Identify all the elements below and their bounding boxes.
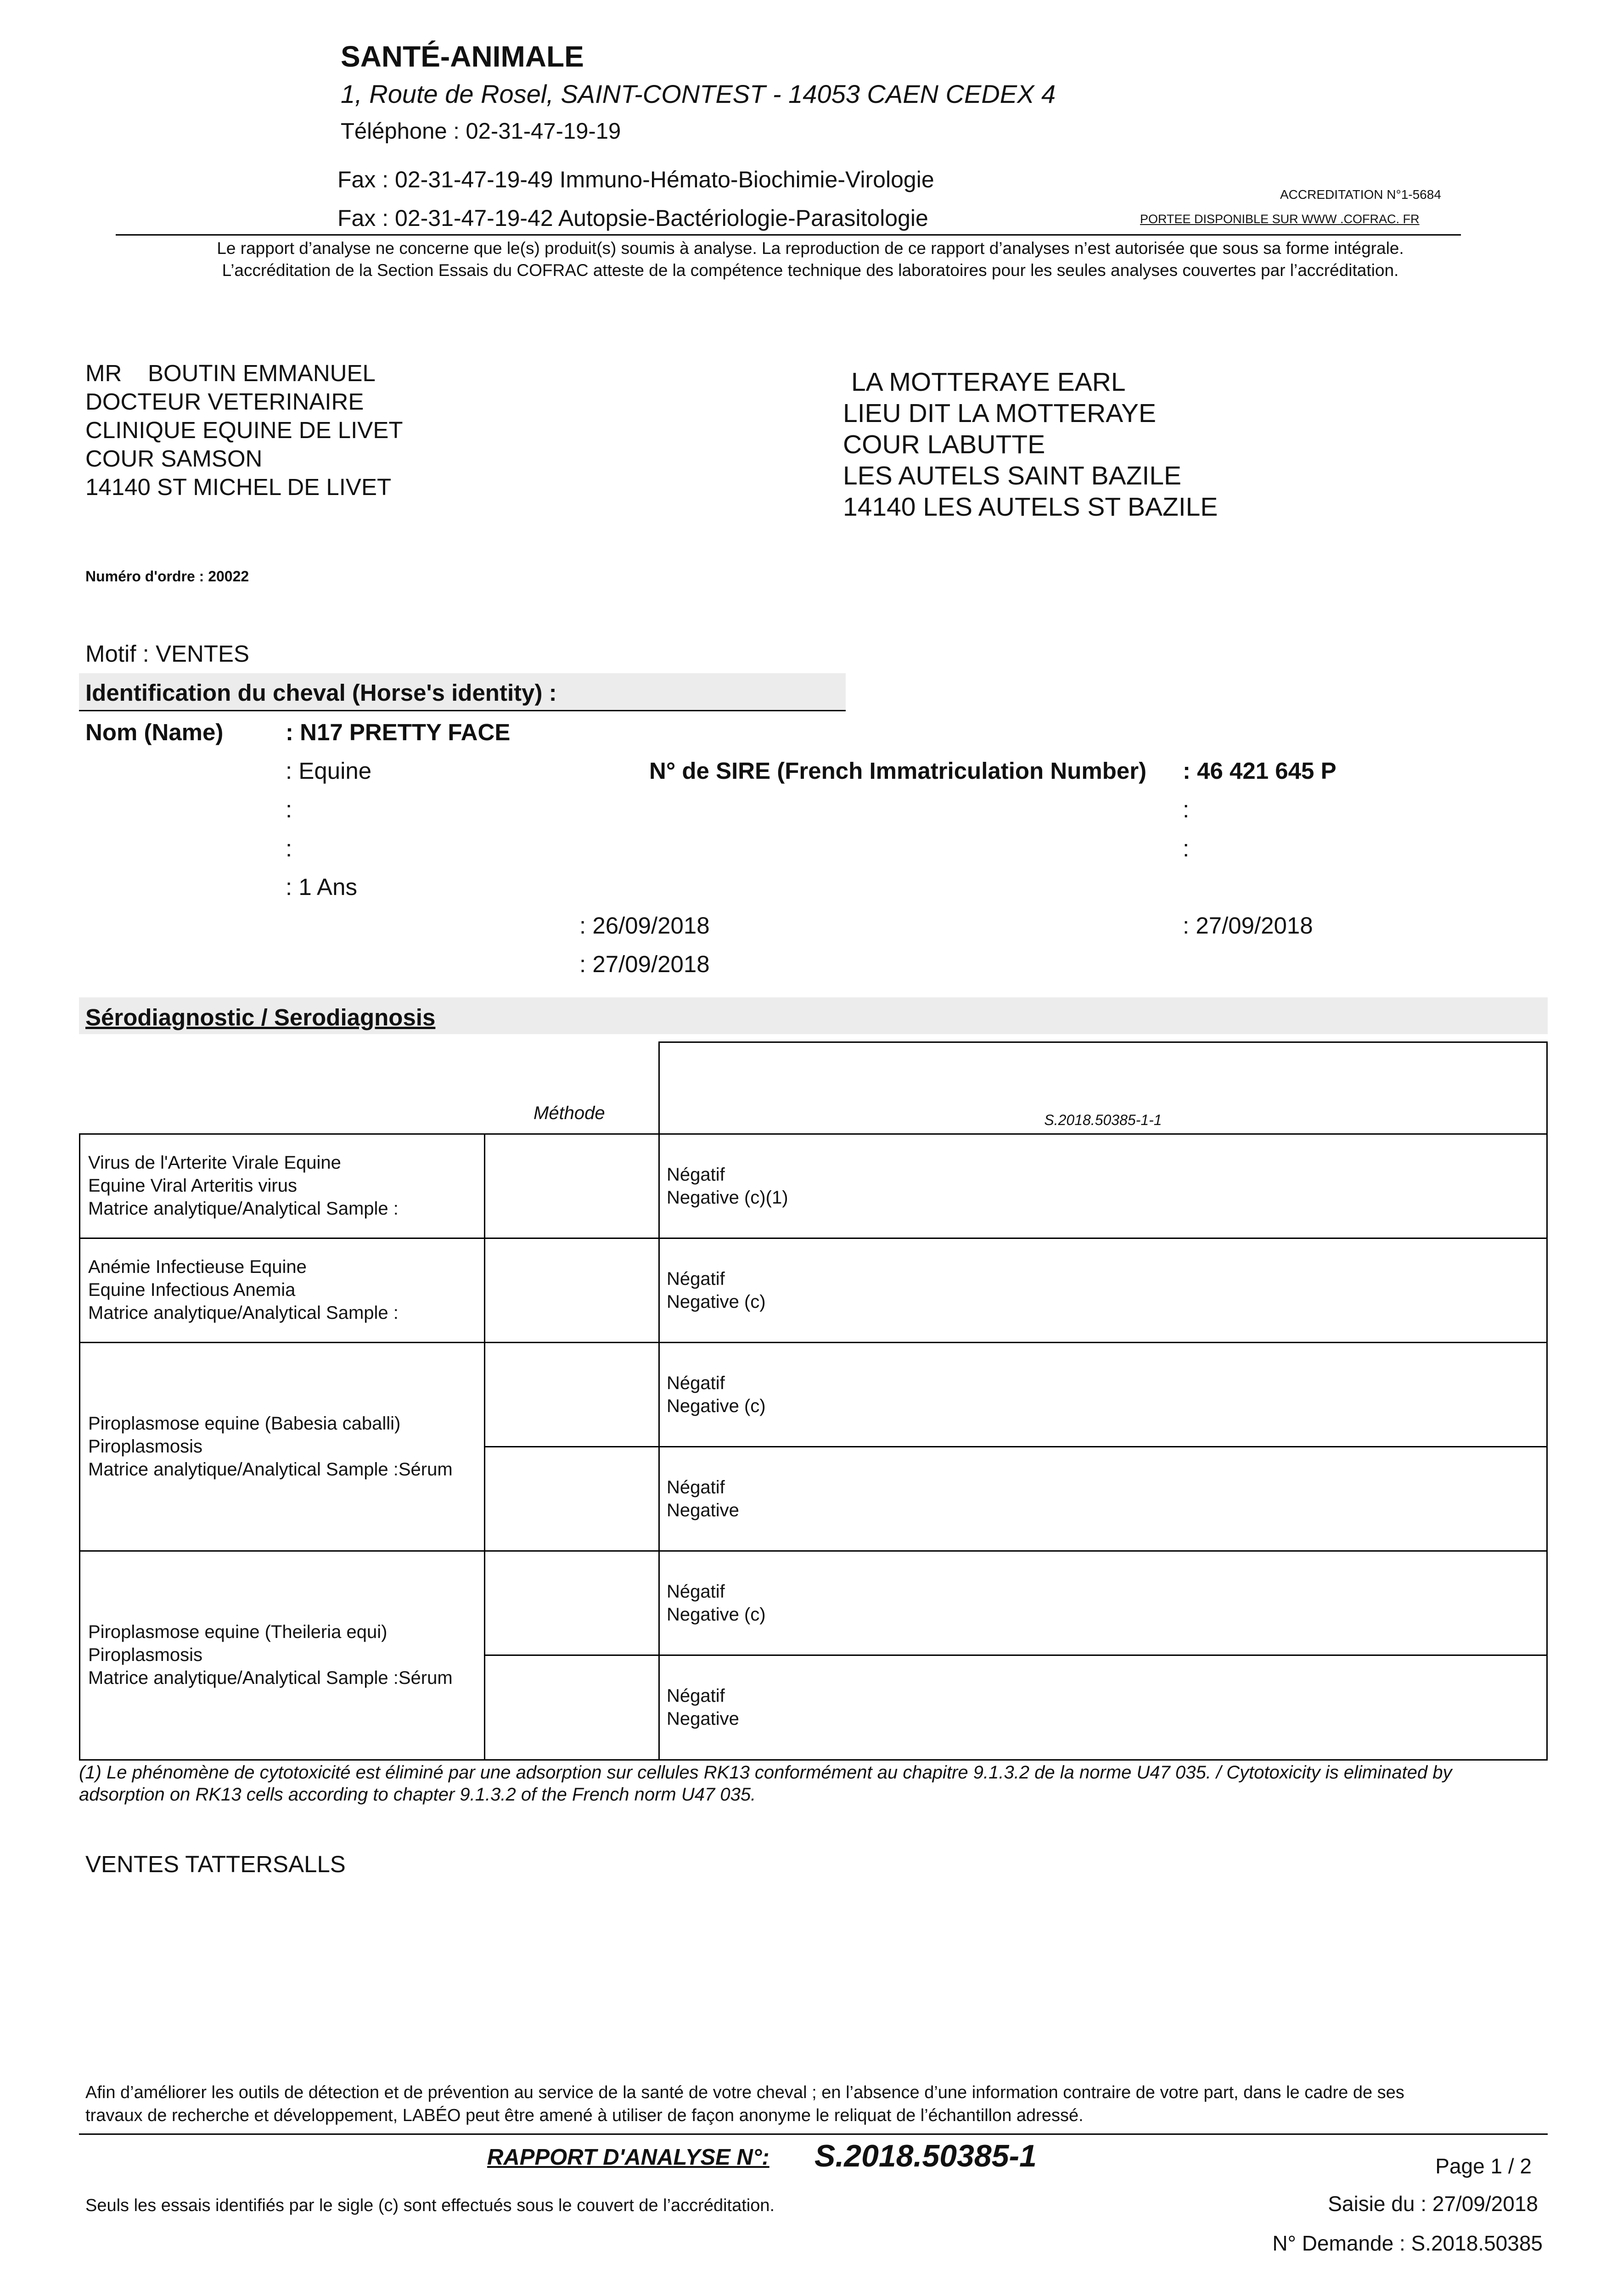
age-value: : 1 Ans — [286, 874, 357, 900]
table-line — [79, 1759, 1548, 1761]
date-value: : 26/09/2018 — [579, 912, 710, 939]
recipient-line: 14140 ST MICHEL DE LIVET — [85, 474, 392, 500]
owner-address — [843, 366, 1218, 523]
saisie-date: Saisie du : 27/09/2018 — [1328, 2192, 1538, 2216]
table-line — [484, 1446, 1548, 1447]
page-number: Page 1 / 2 — [1435, 2154, 1532, 2178]
analysis-name: Piroplasmose equine (Babesia caballi) — [88, 1413, 401, 1434]
result-value-en: Negative (c) — [667, 1396, 766, 1416]
report-label: RAPPORT D'ANALYSE N°: — [487, 2145, 769, 2170]
motif: Motif : VENTES — [85, 641, 250, 667]
identity-blank-field: : — [286, 835, 292, 861]
footnote-line-1: (1) Le phénomène de cytotoxicité est éliminé par une adsorption sur cellules RK13 conformément au chapitre 9.1.3.2 de la norme U47 035. / Cytotoxicity is eliminated by — [79, 1762, 1452, 1783]
table-line — [79, 1342, 1548, 1343]
identity-header-rule — [79, 710, 846, 711]
report-number: S.2018.50385-1 — [814, 2138, 1037, 2173]
table-line — [79, 1550, 1548, 1552]
method-header: Méthode — [534, 1103, 605, 1123]
sire-label: N° de SIRE (French Immatriculation Number) — [649, 758, 1147, 784]
identity-blank-field: : — [286, 796, 292, 822]
analysis-sample: Matrice analytique/Analytical Sample : — [88, 1199, 399, 1219]
footnote-line-2: adsorption on RK13 cells according to chapter 9.1.3.2 of the French norm U47 035. — [79, 1784, 756, 1805]
analysis-sample: Matrice analytique/Analytical Sample :Sérum — [88, 1459, 453, 1480]
analysis-name-en: Equine Viral Arteritis virus — [88, 1176, 297, 1196]
owner-line: LIEU DIT LA MOTTERAYE — [843, 399, 1157, 428]
lab-fax-2: Fax : 02-31-47-19-42 Autopsie-Bactériologie-Parasitologie — [337, 205, 928, 231]
table-line — [484, 1654, 1548, 1656]
footer-notice-line-2: travaux de recherche et développement, LABÉO peut être amené à utiliser de façon anonyme le reliquat de l’échantillon adressé. — [85, 2106, 1084, 2125]
result-value: Négatif — [667, 1581, 725, 1602]
header-rule — [116, 234, 1461, 236]
table-line — [658, 1041, 1548, 1043]
result-value: Négatif — [667, 1686, 725, 1706]
result-value-en: Negative (c) — [667, 1292, 766, 1312]
analysis-name: Anémie Infectieuse Equine — [88, 1257, 307, 1277]
analysis-name: Virus de l'Arterite Virale Equine — [88, 1153, 341, 1173]
table-line — [79, 1238, 1548, 1239]
results-table — [79, 1041, 1548, 1761]
date-value: : 27/09/2018 — [579, 951, 710, 977]
analysis-name-en: Piroplasmosis — [88, 1645, 202, 1665]
disclaimer-line-1: Le rapport d’analyse ne concerne que le(s) produit(s) soumis à analyse. La reproduction de ce rapport d’analyses n’est autorisée que sous sa forme intégrale. — [217, 239, 1404, 258]
recipient-line: MR BOUTIN EMMANUEL — [85, 360, 376, 386]
recipient-address — [85, 359, 403, 501]
analysis-name-en: Equine Infectious Anemia — [88, 1280, 296, 1300]
accreditation-note: Seuls les essais identifiés par le sigle (c) sont effectués sous le couvert de l’accréditation. — [85, 2196, 775, 2215]
name-label: Nom (Name) — [85, 719, 224, 745]
footer-rule — [79, 2133, 1548, 2135]
recipient-line: COUR SAMSON — [85, 445, 263, 472]
lab-address: 1, Route de Rosel, SAINT-CONTEST - 14053 CAEN CEDEX 4 — [341, 79, 1056, 108]
result-value: Négatif — [667, 1373, 725, 1393]
lab-name: SANTÉ-ANIMALE — [341, 40, 584, 73]
disclaimer-line-2: L’accréditation de la Section Essais du COFRAC atteste de la compétence technique des laboratoires pour les seules analyses couvertes par l’accréditation. — [222, 261, 1399, 280]
demande-number: N° Demande : S.2018.50385 — [1272, 2231, 1543, 2255]
owner-line: LA MOTTERAYE EARL — [851, 367, 1126, 397]
table-line — [79, 1133, 80, 1761]
date-value: : 27/09/2018 — [1183, 912, 1313, 939]
comment: VENTES TATTERSALLS — [85, 1851, 346, 1877]
analysis-sample: Matrice analytique/Analytical Sample : — [88, 1303, 399, 1323]
footer-notice-line-1: Afin d’améliorer les outils de détection et de prévention au service de la santé de votre cheval ; en l’absence d’une information contraire de votre part, dans le cadre de ses — [85, 2083, 1404, 2102]
owner-line: COUR LABUTTE — [843, 430, 1045, 459]
cofrac-link: PORTEE DISPONIBLE SUR WWW .COFRAC. FR — [1140, 212, 1420, 226]
table-line — [1546, 1041, 1548, 1761]
recipient-line: CLINIQUE EQUINE DE LIVET — [85, 417, 403, 443]
result-value-en: Negative (c) — [667, 1604, 766, 1625]
owner-line: 14140 LES AUTELS ST BAZILE — [843, 492, 1218, 522]
analysis-name: Piroplasmose equine (Theileria equi) — [88, 1622, 387, 1642]
recipient-line: DOCTEUR VETERINAIRE — [85, 388, 364, 415]
species-value: : Equine — [286, 758, 372, 784]
identity-blank-field: : — [1183, 835, 1190, 861]
owner-line: LES AUTELS SAINT BAZILE — [843, 461, 1182, 490]
result-value: Négatif — [667, 1269, 725, 1289]
analysis-sample: Matrice analytique/Analytical Sample :Sérum — [88, 1668, 453, 1688]
identity-blank-field: : — [1183, 796, 1190, 822]
sample-header: S.2018.50385-1-1 — [1044, 1112, 1162, 1128]
table-line — [658, 1041, 660, 1761]
result-value: Négatif — [667, 1477, 725, 1497]
result-value-en: Negative (c)(1) — [667, 1187, 788, 1208]
name-value: : N17 PRETTY FACE — [286, 719, 511, 745]
sire-value: : 46 421 645 P — [1183, 758, 1337, 784]
result-value-en: Negative — [667, 1500, 739, 1520]
lab-telephone: Téléphone : 02-31-47-19-19 — [341, 119, 621, 144]
table-line — [79, 1133, 1548, 1135]
result-value-en: Negative — [667, 1709, 739, 1729]
order-number: Numéro d'ordre : 20022 — [85, 568, 249, 585]
identity-header: Identification du cheval (Horse's identity) : — [85, 680, 557, 706]
result-value: Négatif — [667, 1165, 725, 1185]
lab-fax-1: Fax : 02-31-47-19-49 Immuno-Hémato-Biochimie-Virologie — [337, 167, 934, 192]
serodiagnosis-title: Sérodiagnostic / Serodiagnosis — [85, 1004, 436, 1030]
accreditation-number: ACCREDITATION N°1-5684 — [1280, 187, 1441, 202]
analysis-name-en: Piroplasmosis — [88, 1436, 202, 1457]
